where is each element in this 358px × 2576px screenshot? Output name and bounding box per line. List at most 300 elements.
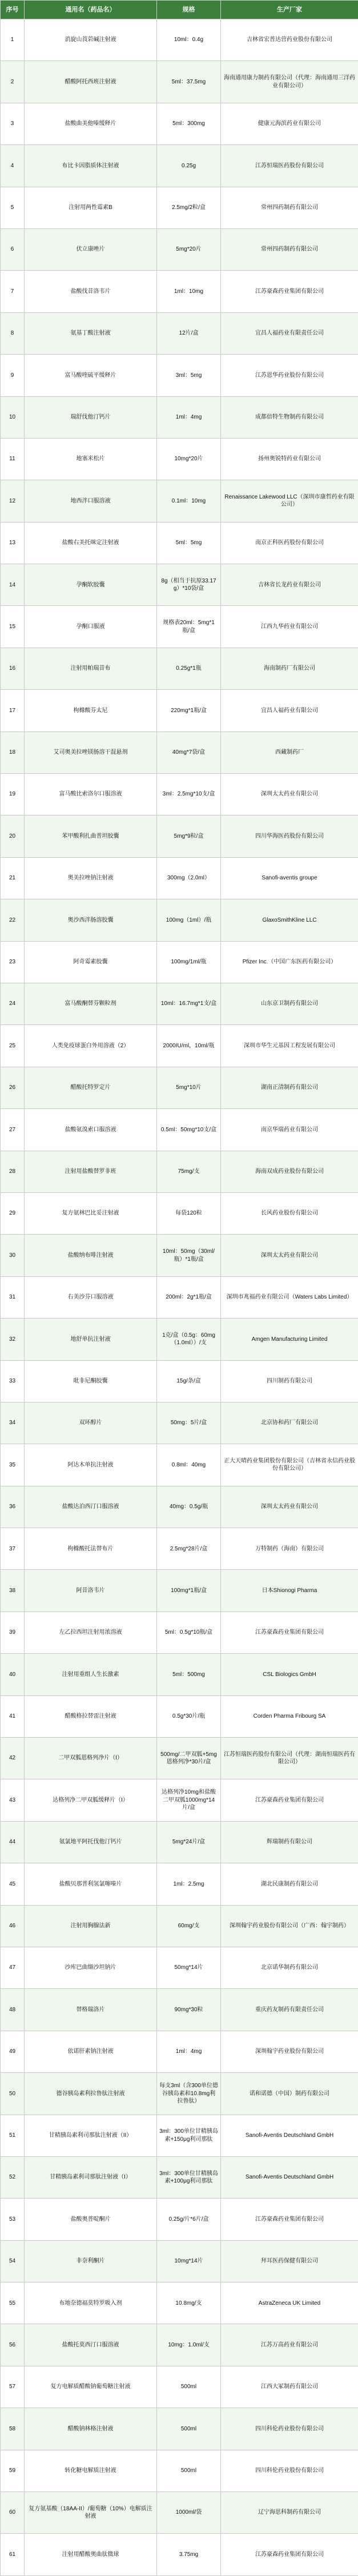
cell-generic-name: 奥沙西泮肠溶胶囊 xyxy=(25,899,157,941)
cell-generic-name: 奥美拉唑钠注射液 xyxy=(25,857,157,899)
cell-specification: 12片/盒 xyxy=(157,312,221,354)
cell-generic-name: 注射用胸腺法新 xyxy=(25,1905,157,1947)
cell-specification: 3ml：300单位甘精胰岛素+100μg利司那肽 xyxy=(157,2156,221,2198)
cell-manufacturer: 重庆药友制药有限责任公司 xyxy=(221,1989,358,2031)
cell-manufacturer: 正大天晴药业集团股份有限公司（吉林省永信药业股份有限公司） xyxy=(221,1444,358,1486)
cell-manufacturer: 江西九华药业有限公司 xyxy=(221,606,358,648)
cell-generic-name: 甘精胰岛素利司那肽注射液（II） xyxy=(25,2115,157,2156)
cell-manufacturer: 深圳市华生元基因工程发展有限公司 xyxy=(221,1025,358,1067)
cell-manufacturer: 吉林省长龙药业有限公司 xyxy=(221,564,358,606)
table-row xyxy=(1,1402,358,1444)
cell-serial-number: 48 xyxy=(1,1989,25,2031)
cell-specification: 2.5mg/2粒/盒 xyxy=(157,187,221,228)
cell-manufacturer: 山东京卫制药有限公司 xyxy=(221,983,358,1024)
cell-generic-name: 氨基丁酸注射液 xyxy=(25,312,157,354)
cell-manufacturer: 江苏恒瑞医药股份有限公司 xyxy=(221,145,358,187)
cell-manufacturer: 深圳太太药业有限公司 xyxy=(221,1486,358,1528)
cell-specification: 100mg*1瓶/盒 xyxy=(157,1570,221,1611)
cell-manufacturer: 深圳翰宇药业股份有限公司 xyxy=(221,2031,358,2072)
cell-serial-number: 20 xyxy=(1,815,25,857)
cell-specification: 1ml：10mg xyxy=(157,271,221,312)
cell-serial-number: 49 xyxy=(1,2031,25,2072)
cell-serial-number: 7 xyxy=(1,271,25,312)
cell-specification: 2000IU/ml，10ml/瓶 xyxy=(157,1025,221,1067)
cell-generic-name: 盐酸奥普啶酮片 xyxy=(25,2199,157,2240)
cell-generic-name: 双环醇片 xyxy=(25,1402,157,1444)
cell-serial-number: 18 xyxy=(1,732,25,773)
table-row xyxy=(1,480,358,522)
table-row xyxy=(1,1360,358,1402)
table-row xyxy=(1,2115,358,2156)
cell-generic-name: 盐酸托莫西汀口服溶液 xyxy=(25,2324,157,2366)
cell-specification: 5mg*10片 xyxy=(157,1067,221,1108)
cell-generic-name: 醋酸格拉替雷注射液 xyxy=(25,1695,157,1737)
cell-generic-name: 复方氨基酸（18AA-II）/葡萄糖（10%）电解质注射液 xyxy=(25,2492,157,2534)
cell-manufacturer: 常州四药制药有限公司 xyxy=(221,187,358,228)
table-row xyxy=(1,438,358,480)
cell-specification: 0.25g xyxy=(157,145,221,187)
cell-manufacturer: 四川制药有限公司 xyxy=(221,1360,358,1402)
cell-generic-name: 盐酸曲美他嗪缓释片 xyxy=(25,103,157,144)
cell-generic-name: 甘精胰岛素利司那肽注射液（I） xyxy=(25,2156,157,2198)
table-header-row xyxy=(1,1,358,19)
cell-specification: 100mg/1ml/瓶 xyxy=(157,941,221,983)
cell-specification: 200ml：2g*1瓶/盒 xyxy=(157,1276,221,1318)
cell-generic-name: 富马酸比索洛尔口服溶液 xyxy=(25,774,157,815)
table-row xyxy=(1,2240,358,2282)
cell-serial-number: 53 xyxy=(1,2199,25,2240)
cell-serial-number: 22 xyxy=(1,899,25,941)
cell-generic-name: 注射用盐酸替罗非班 xyxy=(25,1151,157,1192)
cell-manufacturer: CSL Biologics GmbH xyxy=(221,1654,358,1695)
cell-specification: 1000ml/袋 xyxy=(157,2492,221,2534)
table-row xyxy=(1,103,358,144)
cell-generic-name: 德谷胰岛素利拉鲁肽注射液 xyxy=(25,2073,157,2115)
table-row xyxy=(1,19,358,61)
cell-manufacturer: 南京正科医药股份有限公司 xyxy=(221,522,358,564)
cell-serial-number: 44 xyxy=(1,1821,25,1863)
cell-serial-number: 28 xyxy=(1,1151,25,1192)
table-row xyxy=(1,522,358,564)
header-specification: 规格 xyxy=(157,1,221,19)
cell-manufacturer: 宜昌人福药业有限责任公司 xyxy=(221,312,358,354)
cell-generic-name: 替格瑞洛片 xyxy=(25,1989,157,2031)
cell-manufacturer: 西藏制药厂 xyxy=(221,732,358,773)
cell-manufacturer: 湖北民康制药有限公司 xyxy=(221,1863,358,1905)
table-row xyxy=(1,1067,358,1108)
cell-serial-number: 2 xyxy=(1,61,25,103)
cell-generic-name: 地西泮口服溶液 xyxy=(25,480,157,522)
cell-serial-number: 57 xyxy=(1,2366,25,2408)
cell-serial-number: 58 xyxy=(1,2408,25,2450)
cell-serial-number: 16 xyxy=(1,648,25,689)
cell-specification: 10ml：16.7mg*1支/盒 xyxy=(157,983,221,1024)
cell-specification: 1ml：4mg xyxy=(157,2031,221,2072)
cell-manufacturer: 日本Shionogi Pharma xyxy=(221,1570,358,1611)
header-generic-name: 通用名（药品名） xyxy=(25,1,157,19)
header-manufacturer: 生产厂家 xyxy=(221,1,358,19)
cell-serial-number: 41 xyxy=(1,1695,25,1737)
cell-generic-name: 转化糖电解质注射液 xyxy=(25,2450,157,2491)
table-row xyxy=(1,648,358,689)
table-row xyxy=(1,2073,358,2115)
cell-serial-number: 45 xyxy=(1,1863,25,1905)
cell-serial-number: 25 xyxy=(1,1025,25,1067)
cell-specification: 5mg*24片/盒 xyxy=(157,1821,221,1863)
cell-manufacturer: 江苏恩华药业股份有限公司 xyxy=(221,355,358,396)
table-row xyxy=(1,564,358,606)
cell-serial-number: 17 xyxy=(1,690,25,732)
cell-generic-name: 注射用两性霉素B xyxy=(25,187,157,228)
cell-generic-name: 艾司奥美拉唑镁肠溶干混悬剂 xyxy=(25,732,157,773)
cell-specification: 60mg/支 xyxy=(157,1905,221,1947)
cell-specification: 500mg/二甲双胍+5mg恩格列净*30片/盒 xyxy=(157,1738,221,1779)
table-row xyxy=(1,355,358,396)
cell-serial-number: 6 xyxy=(1,228,25,270)
cell-generic-name: 苯甲酸利扎曲普坦胶囊 xyxy=(25,815,157,857)
table-row xyxy=(1,228,358,270)
cell-generic-name: 盐酸伐昔洛韦片 xyxy=(25,271,157,312)
cell-specification: 0.25g/片*6片/盒 xyxy=(157,2199,221,2240)
table-row xyxy=(1,312,358,354)
cell-specification: 10mg：1.0ml/支 xyxy=(157,2324,221,2366)
cell-generic-name: 盐酸纳布啡注射液 xyxy=(25,1235,157,1276)
cell-serial-number: 38 xyxy=(1,1570,25,1611)
cell-serial-number: 13 xyxy=(1,522,25,564)
table-row xyxy=(1,1444,358,1486)
table-row xyxy=(1,983,358,1024)
cell-specification: 5mg*20片 xyxy=(157,228,221,270)
cell-serial-number: 59 xyxy=(1,2450,25,2491)
cell-specification: 3ml：5mg xyxy=(157,355,221,396)
table-row xyxy=(1,1611,358,1653)
table-row xyxy=(1,732,358,773)
table-row xyxy=(1,2408,358,2450)
cell-serial-number: 5 xyxy=(1,187,25,228)
cell-specification: 500ml xyxy=(157,2450,221,2491)
cell-specification: 5ml：300mg xyxy=(157,103,221,144)
cell-serial-number: 31 xyxy=(1,1276,25,1318)
cell-specification: 75mg/支 xyxy=(157,1151,221,1192)
table-row xyxy=(1,1109,358,1151)
cell-specification: 1ml：2.5mg xyxy=(157,1863,221,1905)
cell-manufacturer: 四川华海医药股份有限公司 xyxy=(221,815,358,857)
table-row xyxy=(1,899,358,941)
cell-specification: 100mg（1ml）/瓶 xyxy=(157,899,221,941)
cell-generic-name: 非奈利酮片 xyxy=(25,2240,157,2282)
table-row xyxy=(1,1947,358,1988)
cell-serial-number: 36 xyxy=(1,1486,25,1528)
table-row xyxy=(1,396,358,438)
cell-serial-number: 11 xyxy=(1,438,25,480)
cell-generic-name: 注射用醋酸奥曲肽微球 xyxy=(25,2534,157,2576)
cell-serial-number: 15 xyxy=(1,606,25,648)
cell-manufacturer: 江苏豪森药业集团有限公司 xyxy=(221,1779,358,1821)
cell-specification: 50mg：5片/盒 xyxy=(157,1402,221,1444)
table-row xyxy=(1,2492,358,2534)
table-row xyxy=(1,271,358,312)
cell-generic-name: 盐酸达泊西汀口服溶液 xyxy=(25,1486,157,1528)
cell-specification: 10mg*20片 xyxy=(157,438,221,480)
table-row xyxy=(1,1528,358,1570)
cell-serial-number: 52 xyxy=(1,2156,25,2198)
table-row xyxy=(1,1486,358,1528)
cell-manufacturer: Pfizer Inc.（中国广东医药有限公司） xyxy=(221,941,358,983)
cell-serial-number: 29 xyxy=(1,1192,25,1234)
table-body xyxy=(1,19,358,2576)
table-row xyxy=(1,1695,358,1737)
cell-manufacturer: 北京诺华制药有限公司 xyxy=(221,1947,358,1988)
cell-specification: 3ml：300单位甘精胰岛素+150μg利司那肽 xyxy=(157,2115,221,2156)
cell-specification: 5ml：37.5mg xyxy=(157,61,221,103)
cell-generic-name: 醋酸阿托西班注射液 xyxy=(25,61,157,103)
cell-generic-name: 吡非尼酮胶囊 xyxy=(25,1360,157,1402)
cell-serial-number: 33 xyxy=(1,1360,25,1402)
cell-generic-name: 达格列净二甲双胍缓释片（I） xyxy=(25,1779,157,1821)
cell-serial-number: 10 xyxy=(1,396,25,438)
table-row xyxy=(1,1151,358,1192)
cell-specification: 2.5mg*28片/盒 xyxy=(157,1528,221,1570)
cell-manufacturer: 海南制药厂有限公司 xyxy=(221,648,358,689)
cell-specification: 0.8ml：40mg xyxy=(157,1444,221,1486)
cell-manufacturer: 辉瑞制药有限公司 xyxy=(221,1821,358,1863)
cell-serial-number: 55 xyxy=(1,2282,25,2324)
cell-specification: 300mg（2.0ml） xyxy=(157,857,221,899)
cell-serial-number: 19 xyxy=(1,774,25,815)
cell-generic-name: 依诺肝素钠注射液 xyxy=(25,2031,157,2072)
cell-generic-name: 孕酮软胶囊 xyxy=(25,564,157,606)
cell-generic-name: 注射用重组人生长激素 xyxy=(25,1654,157,1695)
cell-manufacturer: 湖南正清制药有限公司 xyxy=(221,1067,358,1108)
table-row xyxy=(1,2031,358,2072)
cell-manufacturer: 吉林省宏普达营药业股份有限公司 xyxy=(221,19,358,61)
cell-manufacturer: 深圳翰宇药业股份有限公司（广西：翰宇制药） xyxy=(221,1905,358,1947)
table-row xyxy=(1,2282,358,2324)
cell-serial-number: 32 xyxy=(1,1319,25,1360)
cell-manufacturer: 南京华瑞药业有限公司 xyxy=(221,1109,358,1151)
cell-manufacturer: 四川科伦药业股份有限公司 xyxy=(221,2408,358,2450)
cell-specification: 每袋120粒 xyxy=(157,1192,221,1234)
cell-manufacturer: 健康元海滨药业有限公司 xyxy=(221,103,358,144)
cell-serial-number: 37 xyxy=(1,1528,25,1570)
table-row xyxy=(1,1025,358,1067)
cell-generic-name: 布比卡因脂质体注射液 xyxy=(25,145,157,187)
cell-serial-number: 46 xyxy=(1,1905,25,1947)
cell-serial-number: 60 xyxy=(1,2492,25,2534)
cell-serial-number: 12 xyxy=(1,480,25,522)
cell-serial-number: 47 xyxy=(1,1947,25,1988)
cell-specification: 0.5g*30片/瓶 xyxy=(157,1695,221,1737)
cell-serial-number: 3 xyxy=(1,103,25,144)
table-row xyxy=(1,61,358,103)
cell-generic-name: 人类免疫球蛋白外用溶液（2） xyxy=(25,1025,157,1067)
cell-serial-number: 14 xyxy=(1,564,25,606)
cell-specification: 40mg：0.5g/瓶 xyxy=(157,1486,221,1528)
cell-serial-number: 56 xyxy=(1,2324,25,2366)
cell-manufacturer: 海南通用康力制药有限公司（代理：海南通用三洋药业有限公司） xyxy=(221,61,358,103)
cell-specification: 5ml：5mg xyxy=(157,522,221,564)
cell-serial-number: 40 xyxy=(1,1654,25,1695)
table-row xyxy=(1,187,358,228)
cell-manufacturer: 扬州奥锐特药业有限公司 xyxy=(221,438,358,480)
cell-manufacturer: 万特制药（海南）有限公司 xyxy=(221,1528,358,1570)
cell-serial-number: 30 xyxy=(1,1235,25,1276)
cell-generic-name: 氨氯地平阿托伐他汀钙片 xyxy=(25,1821,157,1863)
cell-manufacturer: 诺和诺德（中国）制药有限公司 xyxy=(221,2073,358,2115)
cell-serial-number: 43 xyxy=(1,1779,25,1821)
cell-specification: 40mg*7袋/盒 xyxy=(157,732,221,773)
cell-manufacturer: Sanofi-aventis groupe xyxy=(221,857,358,899)
cell-generic-name: 复方氨林巴比妥注射液 xyxy=(25,1192,157,1234)
cell-serial-number: 23 xyxy=(1,941,25,983)
cell-manufacturer: 北京协和药厂有限公司 xyxy=(221,1402,358,1444)
table-row xyxy=(1,1738,358,1779)
cell-serial-number: 50 xyxy=(1,2073,25,2115)
table-row xyxy=(1,1235,358,1276)
cell-generic-name: 醋酸托特罗定片 xyxy=(25,1067,157,1108)
table-row xyxy=(1,2156,358,2198)
cell-manufacturer: Sanofi-Aventis Deutschland GmbH xyxy=(221,2115,358,2156)
cell-manufacturer: 江苏豪森药业集团有限公司 xyxy=(221,2199,358,2240)
cell-generic-name: 伏立康唑片 xyxy=(25,228,157,270)
cell-specification: 3.75mg xyxy=(157,2534,221,2576)
cell-serial-number: 21 xyxy=(1,857,25,899)
cell-generic-name: 盐酸氨溴索口服溶液 xyxy=(25,1109,157,1151)
cell-generic-name: 醋酸钠林格注射液 xyxy=(25,2408,157,2450)
cell-generic-name: 消旋山莨菪碱注射液 xyxy=(25,19,157,61)
cell-specification: 1ml：4mg xyxy=(157,396,221,438)
cell-generic-name: 枸橼酸芬太尼 xyxy=(25,690,157,732)
cell-serial-number: 24 xyxy=(1,983,25,1024)
cell-manufacturer: 辽宁海思科制药有限公司 xyxy=(221,2492,358,2534)
cell-manufacturer: Renaissance Lakewood LLC（深圳市康哲药业有限公司） xyxy=(221,480,358,522)
table-row xyxy=(1,774,358,815)
table-row xyxy=(1,2534,358,2576)
cell-specification: 90mg*30粒 xyxy=(157,1989,221,2031)
cell-specification: 达格列净10mg和盐酸二甲双胍1000mg*14片/盒 xyxy=(157,1779,221,1821)
table-row xyxy=(1,1989,358,2031)
cell-specification: 5ml：0.5g*10瓶/盒 xyxy=(157,1611,221,1653)
cell-specification: 220mg*1瓶/盒 xyxy=(157,690,221,732)
cell-generic-name: 阿达木单抗注射液 xyxy=(25,1444,157,1486)
cell-generic-name: 布地奈德福莫特罗吸入剂 xyxy=(25,2282,157,2324)
table-row xyxy=(1,941,358,983)
cell-serial-number: 42 xyxy=(1,1738,25,1779)
cell-manufacturer: 深圳市兆福药业有限公司（Waters Labs Limited） xyxy=(221,1276,358,1318)
cell-manufacturer: GlaxoSmithKline LLC xyxy=(221,899,358,941)
cell-manufacturer: 江苏豪森药业集团有限公司 xyxy=(221,271,358,312)
cell-manufacturer: 长风药业股份有限公司 xyxy=(221,1192,358,1234)
cell-specification: 0.25g*1瓶 xyxy=(157,648,221,689)
cell-generic-name: 瑞舒伐他汀钙片 xyxy=(25,396,157,438)
cell-generic-name: 二甲双胍恩格列净片（I） xyxy=(25,1738,157,1779)
cell-serial-number: 61 xyxy=(1,2534,25,2576)
cell-manufacturer: 宜昌人福药业有限公司 xyxy=(221,690,358,732)
table-row xyxy=(1,2199,358,2240)
cell-serial-number: 54 xyxy=(1,2240,25,2282)
cell-specification: 0.1ml：10mg xyxy=(157,480,221,522)
cell-specification: 10.8mg/支 xyxy=(157,2282,221,2324)
cell-specification: 10ml：0.4g xyxy=(157,19,221,61)
cell-manufacturer: 海南双成药业股份有限公司 xyxy=(221,1151,358,1192)
cell-specification: 500ml xyxy=(157,2366,221,2408)
cell-specification: 5mg*9粒/盒 xyxy=(157,815,221,857)
cell-specification: 规格表20ml：5mg*1瓶/盒 xyxy=(157,606,221,648)
cell-serial-number: 51 xyxy=(1,2115,25,2156)
cell-manufacturer: 江西大冢制药有限公司 xyxy=(221,2366,358,2408)
cell-specification: 0.5ml：50mg*10支/盒 xyxy=(157,1109,221,1151)
cell-specification: 1克/盒（0.5g：60mg（1.0ml））/支 xyxy=(157,1319,221,1360)
table-row xyxy=(1,815,358,857)
header-serial-number: 序号 xyxy=(1,1,25,19)
cell-generic-name: 阿昔洛韦片 xyxy=(25,1570,157,1611)
cell-generic-name: 盐酸贝那普利氢氯噻嗪片 xyxy=(25,1863,157,1905)
cell-specification: 10ml：50mg（30ml/瓶）*1瓶/盒 xyxy=(157,1235,221,1276)
cell-serial-number: 8 xyxy=(1,312,25,354)
cell-generic-name: 注射用帕瑞昔布 xyxy=(25,648,157,689)
cell-manufacturer: 深圳太太药业有限公司 xyxy=(221,774,358,815)
table-row xyxy=(1,2366,358,2408)
table-row xyxy=(1,1319,358,1360)
cell-generic-name: 复方电解质醋酸钠葡萄糖注射液 xyxy=(25,2366,157,2408)
table-row xyxy=(1,690,358,732)
cell-specification: 3ml：2.5mg*10支/盒 xyxy=(157,774,221,815)
cell-specification: 10mg*14片 xyxy=(157,2240,221,2282)
cell-manufacturer: Sanofi-Aventis Deutschland GmbH xyxy=(221,2156,358,2198)
table-row xyxy=(1,606,358,648)
cell-manufacturer: 深圳太太药业有限公司 xyxy=(221,1235,358,1276)
cell-specification: 每支3ml（含300单位德谷胰岛素和10.8mg利拉鲁肽） xyxy=(157,2073,221,2115)
cell-specification: 500ml xyxy=(157,2408,221,2450)
cell-serial-number: 39 xyxy=(1,1611,25,1653)
cell-manufacturer: Corden Pharma Fribourg SA xyxy=(221,1695,358,1737)
cell-manufacturer: 拜耳医药保健有限公司 xyxy=(221,2240,358,2282)
table-row xyxy=(1,1863,358,1905)
cell-serial-number: 34 xyxy=(1,1402,25,1444)
table-row xyxy=(1,857,358,899)
table-row xyxy=(1,1654,358,1695)
cell-serial-number: 4 xyxy=(1,145,25,187)
cell-generic-name: 富马酸酮替芬颗粒剂 xyxy=(25,983,157,1024)
cell-generic-name: 盐酸右美托咪定注射液 xyxy=(25,522,157,564)
table-row xyxy=(1,145,358,187)
cell-specification: 5ml：500mg xyxy=(157,1654,221,1695)
table-row xyxy=(1,1905,358,1947)
cell-serial-number: 9 xyxy=(1,355,25,396)
cell-generic-name: 地舒单抗注射液 xyxy=(25,1319,157,1360)
cell-generic-name: 富马酸喹硫平缓释片 xyxy=(25,355,157,396)
cell-manufacturer: 江苏恒瑞医药股份有限公司（代理：湖南恒瑞医药有限公司） xyxy=(221,1738,358,1779)
cell-manufacturer: AstraZeneca UK Limited xyxy=(221,2282,358,2324)
cell-generic-name: 孕酮口服液 xyxy=(25,606,157,648)
cell-manufacturer: 江苏豪森药业集团有限公司 xyxy=(221,2534,358,2576)
cell-generic-name: 左乙拉西坦注射用浓溶液 xyxy=(25,1611,157,1653)
table-row xyxy=(1,1779,358,1821)
table-row xyxy=(1,2324,358,2366)
cell-serial-number: 1 xyxy=(1,19,25,61)
cell-generic-name: 阿奇霉素胶囊 xyxy=(25,941,157,983)
cell-specification: 8g（相当于抗原33.17g）*10袋/盒 xyxy=(157,564,221,606)
cell-serial-number: 27 xyxy=(1,1109,25,1151)
cell-generic-name: 地塞米松片 xyxy=(25,438,157,480)
table-row xyxy=(1,1276,358,1318)
table-row xyxy=(1,1192,358,1234)
cell-manufacturer: 江苏豪森药业集团有限公司 xyxy=(221,1611,358,1653)
cell-specification: 50mg*14片 xyxy=(157,1947,221,1988)
cell-manufacturer: 四川科伦药业股份有限公司 xyxy=(221,2450,358,2491)
table-row xyxy=(1,1821,358,1863)
cell-manufacturer: 常州四药制药有限公司 xyxy=(221,228,358,270)
